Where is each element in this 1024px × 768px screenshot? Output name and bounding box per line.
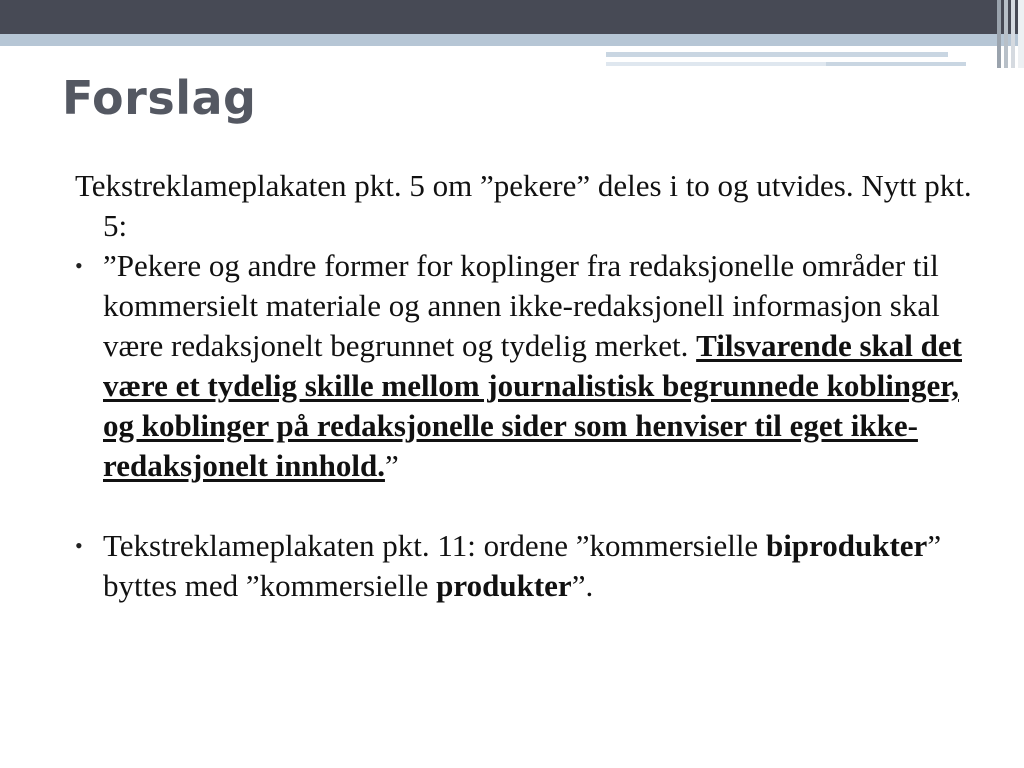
bullet-list: [75, 246, 975, 606]
header-light-band: [0, 34, 1024, 46]
bullet-text: Tekstreklameplakaten pkt. 11: ordene ”kommersielle: [103, 528, 766, 563]
stripe: [1004, 0, 1008, 68]
bold-word-biprodukter: biprodukter: [765, 528, 928, 563]
bullet-text: ”Pekere og andre former for koplinger fra redaksjonelle områder til kommersielt materiale og annen ikke-redaksjonell informasjon skal være redaksjonelt begrunnet og tydelig merket.: [103, 248, 940, 363]
bullet-item-pkt11: [75, 526, 975, 606]
slide-title: Forslag: [62, 71, 257, 125]
bullet-text-end: ”.: [571, 568, 594, 603]
bullet-emphasis: Tilsvarende skal det være et tydelig skille mellom journalistisk begrunnede koblinger, og koblinger på redaksjonelle sider som henviser til eget ikke-redaksjonelt innhold.: [103, 328, 962, 483]
slide-body: [75, 166, 975, 606]
decorative-stripes: [990, 0, 1024, 68]
bold-word-produkter: produkter: [436, 568, 572, 603]
stripe: [1011, 0, 1015, 68]
decorative-line: [606, 52, 948, 57]
stripe: [1018, 0, 1024, 68]
header-dark-bar: [0, 0, 1024, 34]
decorative-line: [606, 62, 826, 66]
stripe: [997, 0, 1001, 68]
bullet-text: ” byttes med ”kommersielle: [103, 528, 942, 603]
bullet-text-end: ”: [384, 448, 399, 483]
decorative-line: [826, 62, 966, 66]
intro-paragraph: Tekstreklameplakaten pkt. 5 om ”pekere” deles i to og utvides. Nytt pkt. 5:: [75, 168, 972, 243]
bullet-icon: •: [75, 533, 83, 558]
bullet-item-pekere: [75, 246, 975, 486]
bullet-icon: •: [75, 253, 83, 278]
